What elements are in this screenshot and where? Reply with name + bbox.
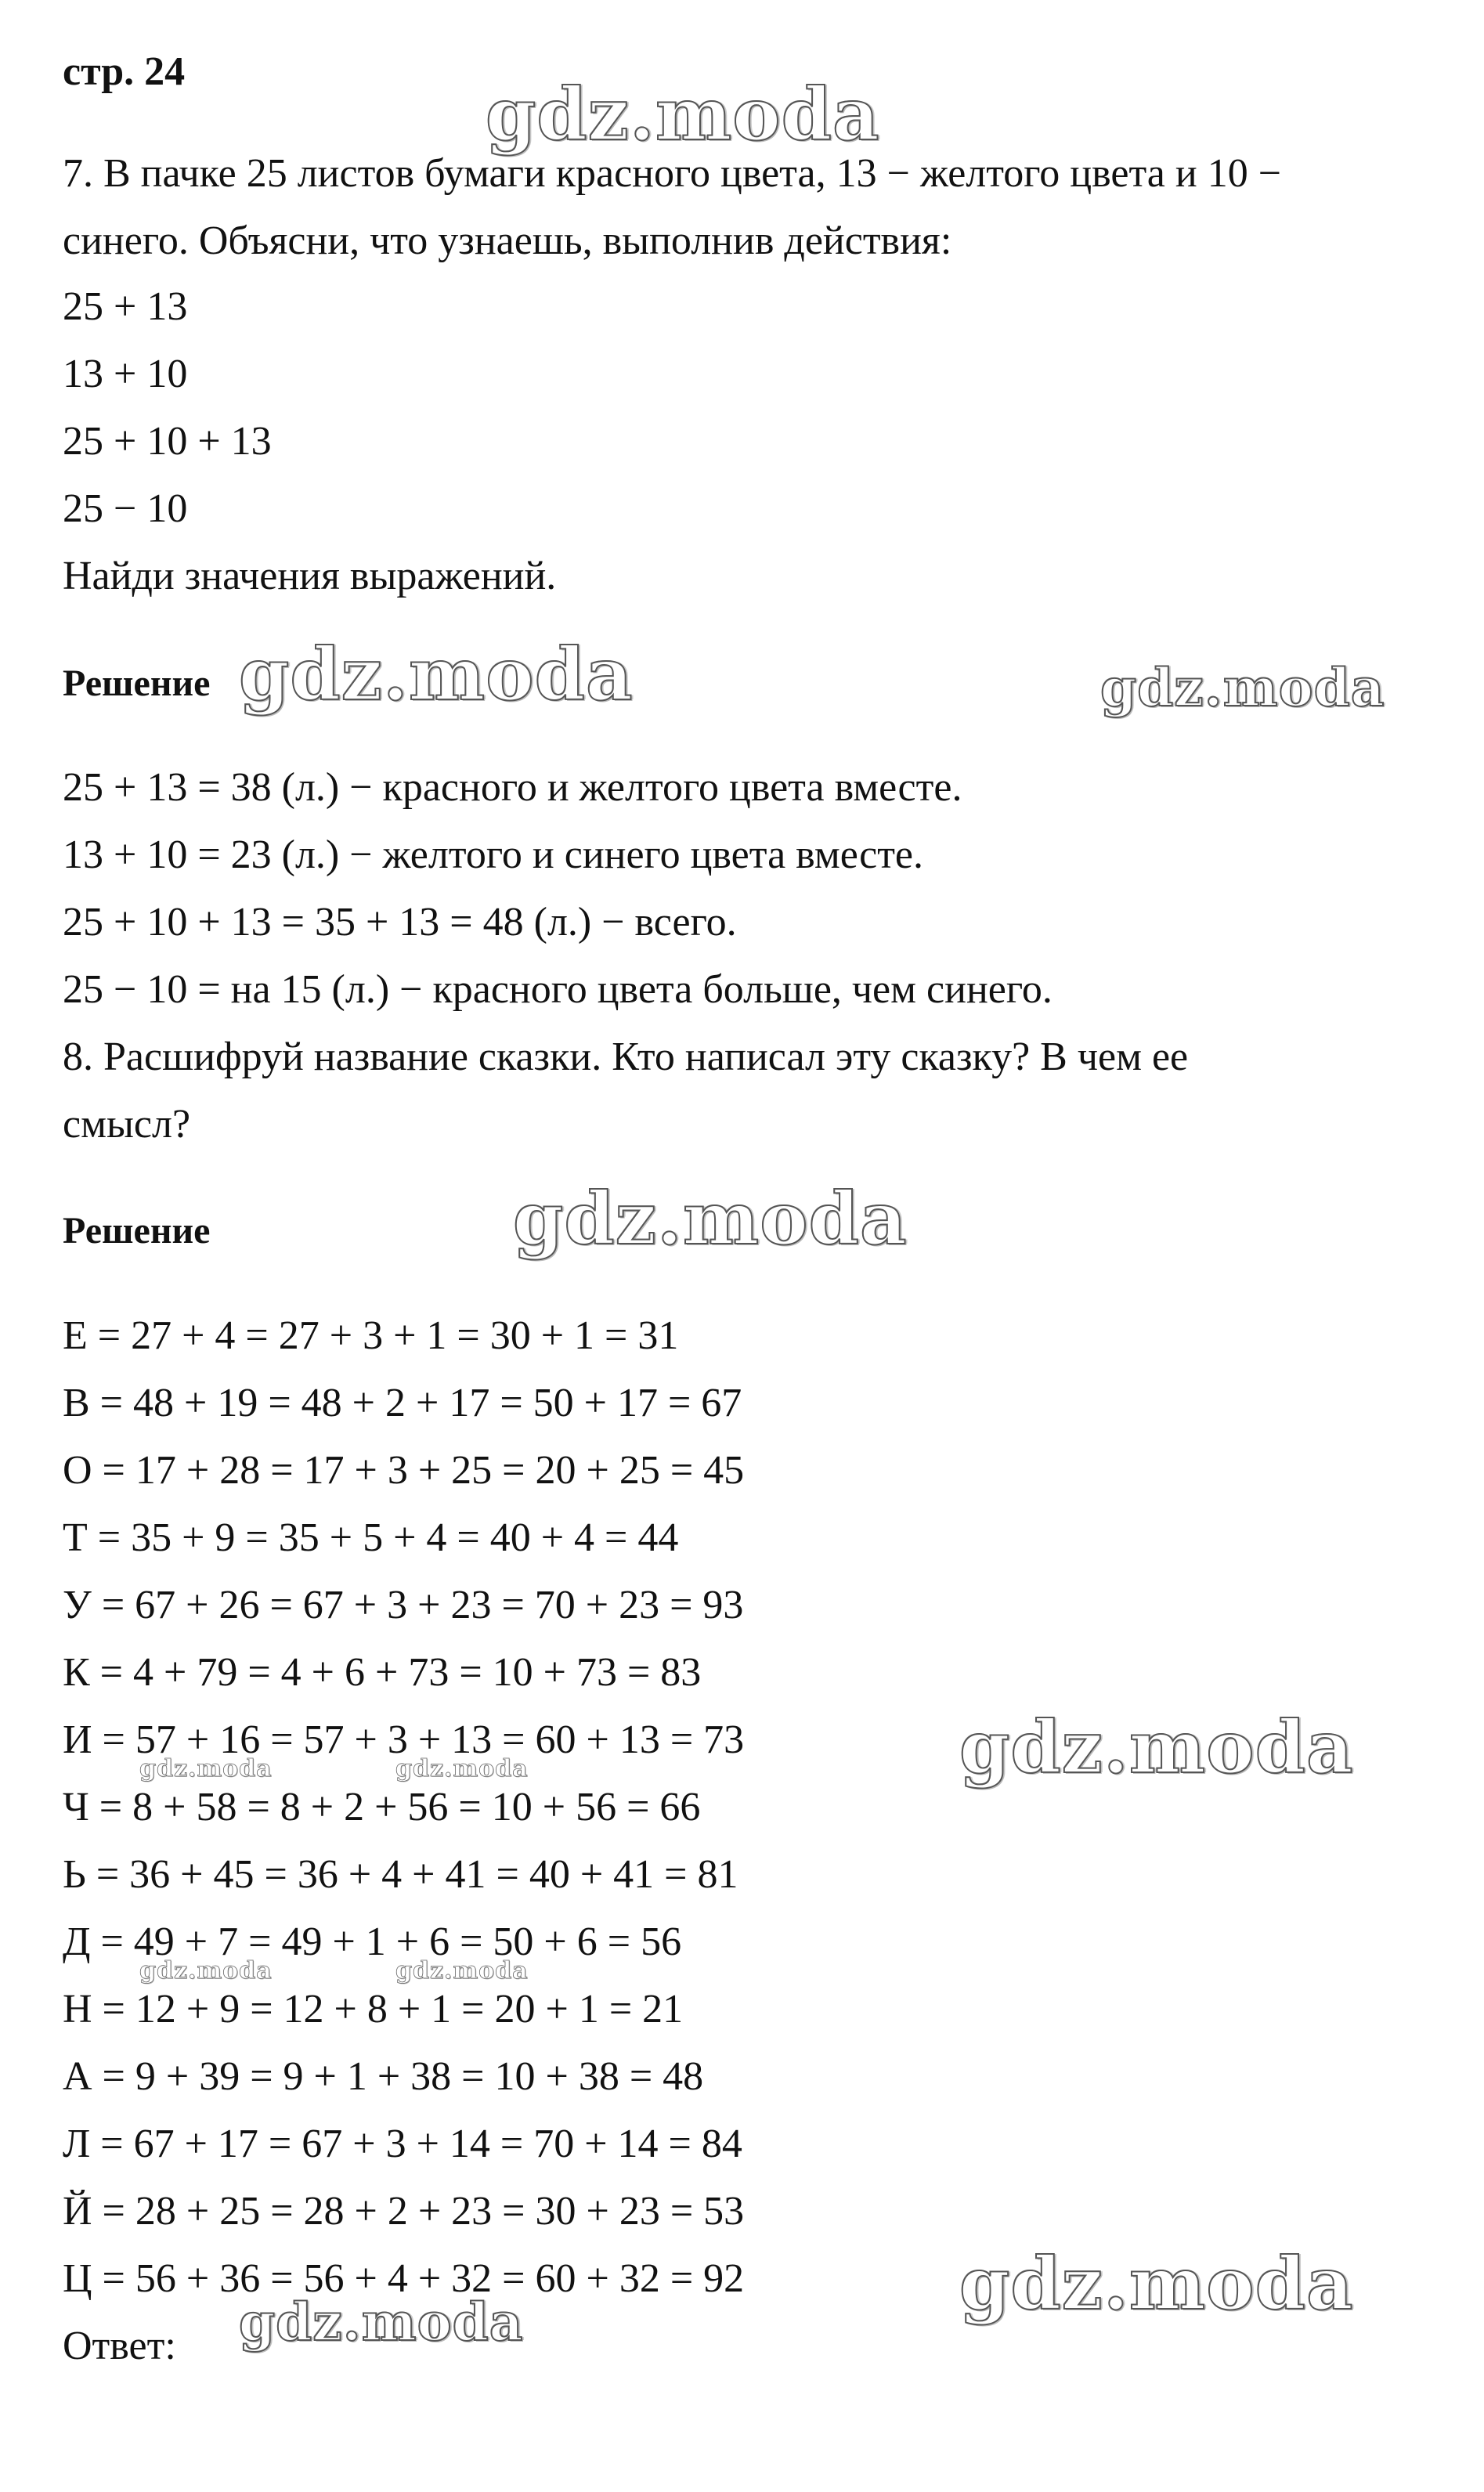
task7-text-line1: 7. В пачке 25 листов бумаги красного цвета, 13 − желтого цвета и 10 − xyxy=(63,151,1282,196)
task7-expression: 25 + 13 xyxy=(63,284,188,329)
watermark: gdz.moda xyxy=(239,2292,524,2353)
task7-solution-line: 25 − 10 = на 15 (л.) − красного цвета больше, чем синего. xyxy=(63,967,1053,1012)
watermark: gdz.moda xyxy=(139,1957,273,1985)
task7-expression: 13 + 10 xyxy=(63,352,188,396)
task8-solution-line: Ь = 36 + 45 = 36 + 4 + 41 = 40 + 41 = 81 xyxy=(63,1852,738,1897)
task8-solution-line: У = 67 + 26 = 67 + 3 + 23 = 70 + 23 = 93 xyxy=(63,1583,744,1627)
watermark: gdz.moda xyxy=(239,632,634,717)
task7-expression: 25 − 10 xyxy=(63,486,188,531)
task8-solution-line: Й = 28 + 25 = 28 + 2 + 23 = 30 + 23 = 53 xyxy=(63,2189,745,2234)
task8-solution-line: В = 48 + 19 = 48 + 2 + 17 = 50 + 17 = 67 xyxy=(63,1381,742,1425)
watermark: gdz.moda xyxy=(395,1755,529,1782)
task8-solution-line: И = 57 + 16 = 57 + 3 + 13 = 60 + 13 = 73 xyxy=(63,1717,745,1762)
page-number: стр. 24 xyxy=(63,49,186,94)
task7-solution-line: 25 + 10 + 13 = 35 + 13 = 48 (л.) − всего. xyxy=(63,900,737,944)
task8-solution-line: Е = 27 + 4 = 27 + 3 + 1 = 30 + 1 = 31 xyxy=(63,1313,679,1358)
task8-solution-line: О = 17 + 28 = 17 + 3 + 25 = 20 + 25 = 45 xyxy=(63,1448,745,1493)
task8-solution-label: Решение xyxy=(63,1210,211,1251)
watermark: gdz.moda xyxy=(486,72,880,157)
watermark: gdz.moda xyxy=(1100,657,1385,718)
task7-solution-line: 13 + 10 = 23 (л.) − желтого и синего цвета вместе. xyxy=(63,832,924,877)
task8-solution-line: Л = 67 + 17 = 67 + 3 + 14 = 70 + 14 = 84 xyxy=(63,2122,742,2166)
watermark: gdz.moda xyxy=(395,1957,529,1985)
task8-text-line1: 8. Расшифруй название сказки. Кто написал эту сказку? В чем ее xyxy=(63,1035,1189,1079)
task8-text-line2: смысл? xyxy=(63,1102,191,1147)
task8-solution-line: Ц = 56 + 36 = 56 + 4 + 32 = 60 + 32 = 92 xyxy=(63,2256,745,2301)
watermark: gdz.moda xyxy=(513,1176,908,1261)
watermark: gdz.moda xyxy=(959,1705,1354,1790)
task8-answer-label: Ответ: xyxy=(63,2324,176,2368)
task7-text-line2: синего. Объясни, что узнаешь, выполнив действия: xyxy=(63,219,952,263)
task8-solution-line: Ч = 8 + 58 = 8 + 2 + 56 = 10 + 56 = 66 xyxy=(63,1785,701,1829)
task7-instruction: Найди значения выражений. xyxy=(63,554,557,598)
task7-solution-label: Решение xyxy=(63,663,211,704)
task7-expression: 25 + 10 + 13 xyxy=(63,419,272,464)
task8-solution-line: К = 4 + 79 = 4 + 6 + 73 = 10 + 73 = 83 xyxy=(63,1650,702,1695)
watermark: gdz.moda xyxy=(959,2241,1354,2326)
task7-solution-line: 25 + 13 = 38 (л.) − красного и желтого цвета вместе. xyxy=(63,765,962,810)
task8-solution-line: Д = 49 + 7 = 49 + 1 + 6 = 50 + 6 = 56 xyxy=(63,1920,682,1964)
task8-solution-line: Т = 35 + 9 = 35 + 5 + 4 = 40 + 4 = 44 xyxy=(63,1515,679,1560)
task8-solution-line: Н = 12 + 9 = 12 + 8 + 1 = 20 + 1 = 21 xyxy=(63,1987,684,2032)
task8-solution-line: А = 9 + 39 = 9 + 1 + 38 = 10 + 38 = 48 xyxy=(63,2054,704,2099)
watermark: gdz.moda xyxy=(139,1755,273,1782)
